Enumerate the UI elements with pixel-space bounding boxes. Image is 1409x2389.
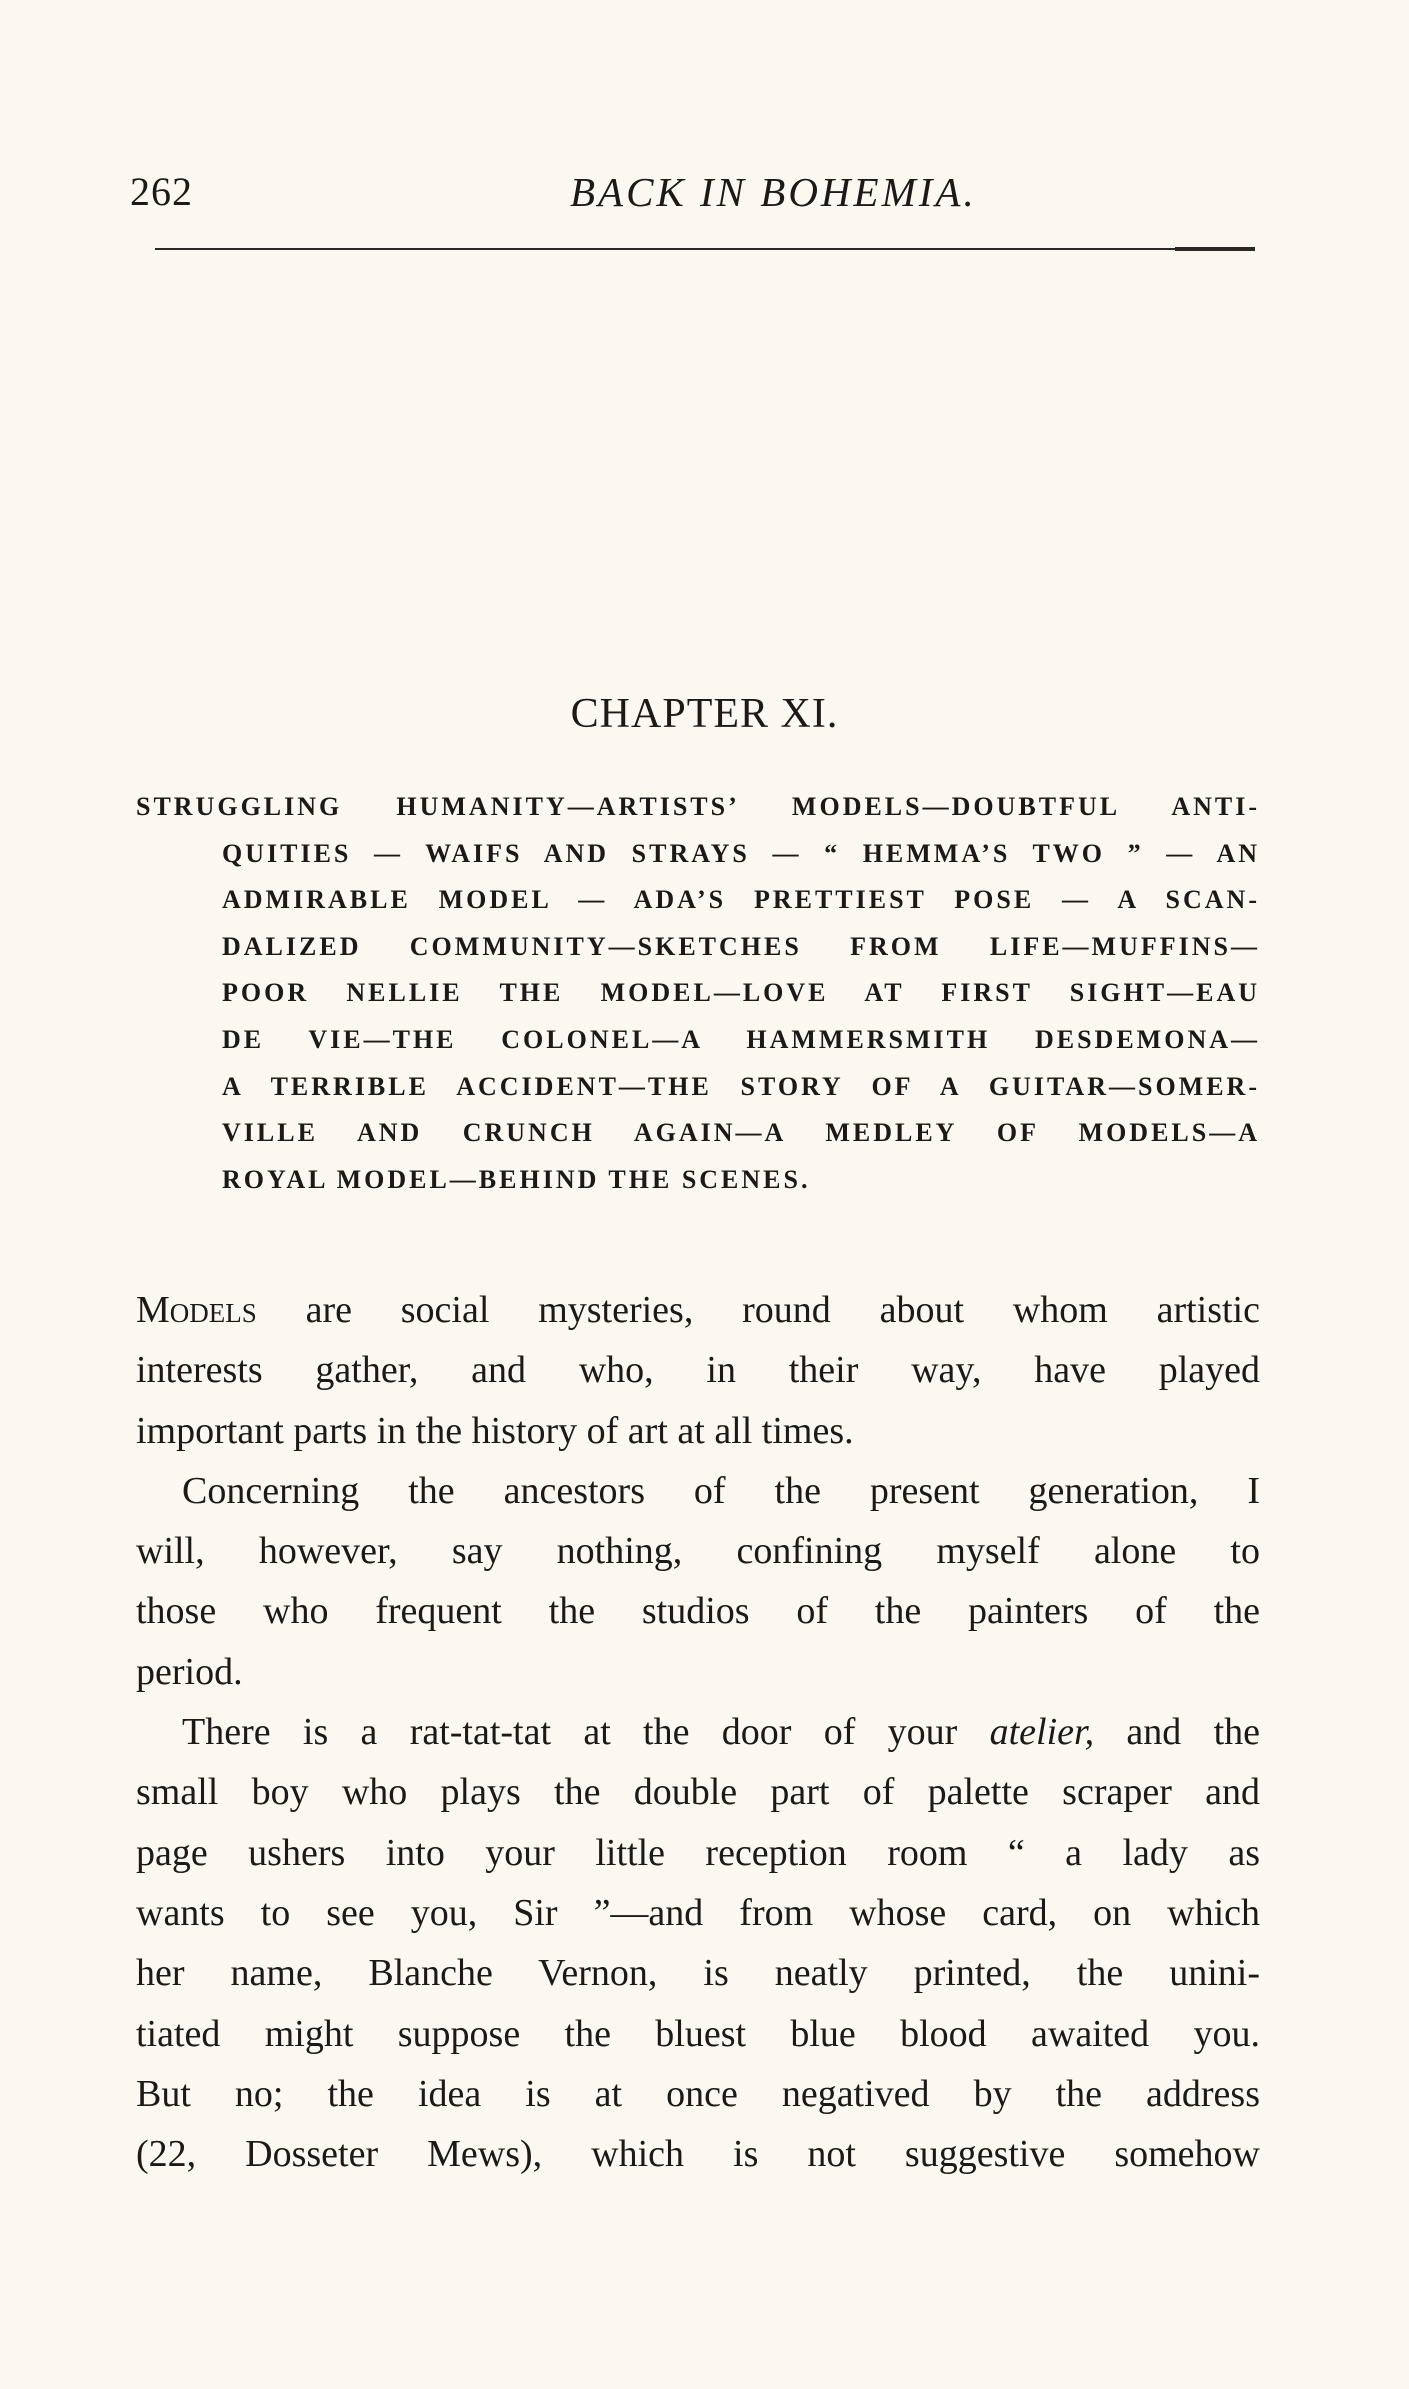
paragraph-line: tiated might suppose the bluest blue blood awaited you. <box>136 2012 1260 2055</box>
header-rule <box>155 248 1255 250</box>
synopsis-line: VILLE AND CRUNCH AGAIN—A MEDLEY OF MODELS—A <box>222 1118 1260 1148</box>
paragraph-line: period. <box>136 1650 243 1693</box>
paragraph-line: interests gather, and who, in their way, have played <box>136 1349 1260 1392</box>
paragraph-line: (22, Dosseter Mews), which is not suggestive somehow <box>136 2133 1260 2176</box>
synopsis-line: POOR NELLIE THE MODEL—LOVE AT FIRST SIGHT—EAU <box>222 978 1260 1008</box>
synopsis-line: DE VIE—THE COLONEL—A HAMMERSMITH DESDEMONA— <box>222 1024 1260 1054</box>
synopsis-line: ROYAL MODEL—BEHIND THE SCENES. <box>222 1164 811 1194</box>
italic-word: atelier, <box>989 1711 1095 1754</box>
synopsis-line: ADMIRABLE MODEL — ADA’S PRETTIEST POSE — A SCAN- <box>222 885 1260 915</box>
synopsis-line: DALIZED COMMUNITY—SKETCHES FROM LIFE—MUFFINS— <box>222 931 1260 961</box>
line-text: There is a rat-tat-tat at the door of your <box>182 1711 990 1754</box>
body-text <box>136 1280 1260 2184</box>
paragraph-line: will, however, say nothing, confining myself alone to <box>136 1530 1260 1573</box>
paragraph-line: But no; the idea is at once negatived by the address <box>136 2072 1260 2115</box>
running-title: BACK IN BOHEMIA. <box>570 169 977 215</box>
chapter-synopsis <box>136 784 1260 1203</box>
paragraph-line: page ushers into your little reception room “ a lady as <box>136 1831 1260 1874</box>
synopsis-line: QUITIES — WAIFS AND STRAYS — “ HEMMA’S TWO ” — AN <box>222 838 1260 868</box>
paragraph-line <box>136 1280 1260 1340</box>
paragraph-line: small boy who plays the double part of palette scraper and <box>136 1771 1260 1814</box>
line-text: are social mysteries, round about whom artistic <box>256 1289 1260 1331</box>
page-header <box>130 168 1260 218</box>
paragraph-line: her name, Blanche Vernon, is neatly printed, the unini- <box>136 1952 1260 1995</box>
paragraph-line: those who frequent the studios of the painters of the <box>136 1590 1260 1633</box>
synopsis-line: STRUGGLING HUMANITY—ARTISTS’ MODELS—DOUBTFUL ANTI- <box>136 792 1260 821</box>
paragraph-line: Concerning the ancestors of the present generation, I <box>182 1469 1260 1512</box>
paragraph-line: important parts in the history of art at all times. <box>136 1409 854 1452</box>
chapter-heading: CHAPTER XI. <box>570 691 839 737</box>
page-number: 262 <box>130 169 193 214</box>
paragraph-line: wants to see you, Sir ”—and from whose card, on which <box>136 1891 1260 1934</box>
line-text: and the <box>1094 1711 1260 1754</box>
paragraph-line <box>136 1702 1260 1762</box>
opening-word: Models <box>136 1289 257 1331</box>
synopsis-line: A TERRIBLE ACCIDENT—THE STORY OF A GUITAR—SOMER- <box>222 1071 1260 1101</box>
